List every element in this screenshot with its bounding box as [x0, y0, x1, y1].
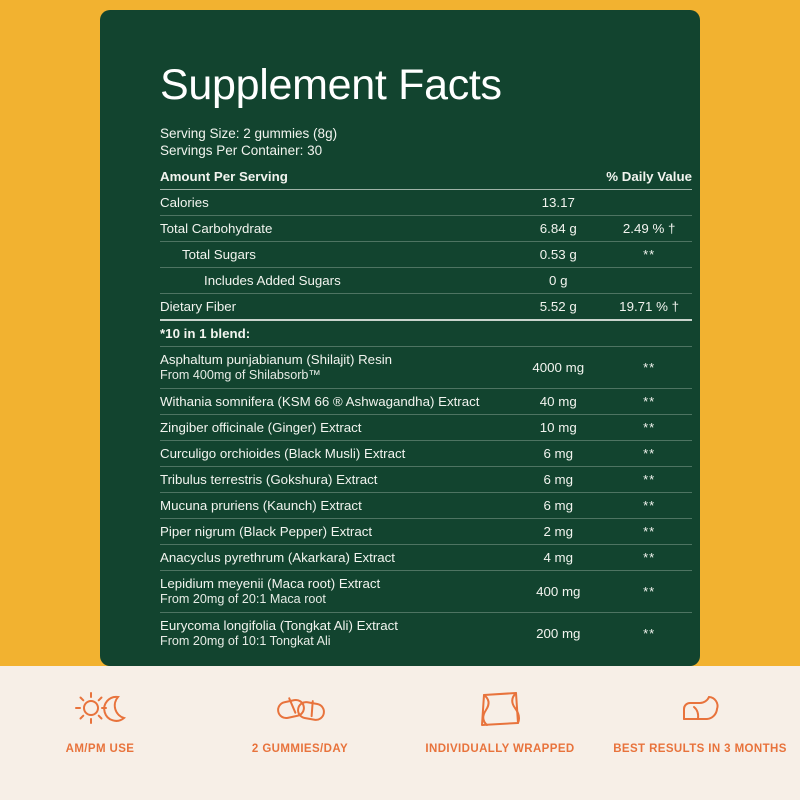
row-name: Withania somnifera (KSM 66 ® Ashwagandha) Extract — [160, 389, 510, 415]
row-amount: 6 mg — [510, 493, 606, 519]
serving-size: Serving Size: 2 gummies (8g) — [160, 126, 338, 141]
table-row — [160, 242, 692, 268]
table-row — [160, 268, 692, 294]
header-amount-spacer — [510, 167, 606, 190]
feature-caption: BEST RESULTS IN 3 MONTHS — [613, 743, 787, 755]
feature-caption: AM/PM USE — [65, 743, 135, 755]
sun-moon-icon — [10, 680, 190, 736]
row-amount: 10 mg — [510, 415, 606, 441]
row-name-main: Eurycoma longifolia (Tongkat Ali) Extract — [160, 618, 398, 633]
servings-per-container: Servings Per Container: 30 — [160, 143, 323, 158]
table-header-row — [160, 167, 692, 190]
nutrition-table-body — [160, 167, 692, 654]
row-amount: 200 mg — [510, 613, 606, 655]
row-daily-value: ** — [606, 613, 692, 655]
row-name: Mucuna pruriens (Kaunch) Extract — [160, 493, 510, 519]
row-daily-value — [606, 268, 692, 294]
row-name: Anacyclus pyrethrum (Akarkara) Extract — [160, 545, 510, 571]
table-row — [160, 190, 692, 216]
row-name — [160, 347, 510, 389]
feature-two-gummies-day — [210, 680, 390, 757]
row-amount: 4000 mg — [510, 347, 606, 389]
row-amount: 2 mg — [510, 519, 606, 545]
feature-strip — [0, 666, 800, 800]
row-name-sub: From 20mg of 20:1 Maca root — [160, 592, 326, 606]
row-name: Calories — [160, 190, 510, 216]
row-name: Includes Added Sugars — [160, 268, 510, 294]
serving-info — [160, 125, 666, 159]
row-daily-value: ** — [606, 571, 692, 613]
row-name-main: Lepidium meyenii (Maca root) Extract — [160, 576, 381, 591]
nutrition-table — [160, 167, 692, 654]
row-amount: 6.84 g — [510, 216, 606, 242]
blend-header: *10 in 1 blend: — [160, 320, 692, 347]
table-row — [160, 467, 692, 493]
row-daily-value: ** — [606, 415, 692, 441]
row-amount: 400 mg — [510, 571, 606, 613]
table-row — [160, 294, 692, 321]
feature-caption: 2 GUMMIES/DAY — [251, 743, 349, 755]
table-row — [160, 216, 692, 242]
row-name: Total Sugars — [160, 242, 510, 268]
row-amount: 6 mg — [510, 441, 606, 467]
row-name: Zingiber officinale (Ginger) Extract — [160, 415, 510, 441]
row-daily-value: ** — [606, 347, 692, 389]
feature-caption: INDIVIDUALLY WRAPPED — [425, 743, 575, 755]
row-amount: 5.52 g — [510, 294, 606, 321]
row-name-sub: From 400mg of Shilabsorb™ — [160, 368, 321, 382]
row-daily-value: ** — [606, 467, 692, 493]
header-daily-value: % Daily Value — [606, 167, 692, 190]
row-name-main: Asphaltum punjabianum (Shilajit) Resin — [160, 352, 393, 367]
row-amount: 4 mg — [510, 545, 606, 571]
row-name: Dietary Fiber — [160, 294, 510, 321]
row-daily-value: ** — [606, 389, 692, 415]
row-amount: 0.53 g — [510, 242, 606, 268]
table-row — [160, 389, 692, 415]
table-row — [160, 415, 692, 441]
two-gummies-icon — [210, 680, 390, 736]
flexed-arm-icon — [610, 680, 790, 736]
row-amount: 40 mg — [510, 389, 606, 415]
blend-header-row — [160, 320, 692, 347]
table-row — [160, 441, 692, 467]
feature-am-pm-use — [10, 680, 190, 757]
row-daily-value: ** — [606, 545, 692, 571]
table-row — [160, 545, 692, 571]
row-amount: 13.17 — [510, 190, 606, 216]
row-name — [160, 613, 510, 655]
row-name-sub: From 20mg of 10:1 Tongkat Ali — [160, 634, 331, 648]
row-daily-value: ** — [606, 441, 692, 467]
page-title: Supplement Facts — [160, 61, 502, 109]
row-daily-value: 2.49 % † — [606, 216, 692, 242]
row-daily-value: ** — [606, 493, 692, 519]
wrapper-icon — [410, 680, 590, 736]
supplement-facts-panel — [100, 10, 700, 666]
row-daily-value: ** — [606, 519, 692, 545]
table-row — [160, 519, 692, 545]
row-daily-value: 19.71 % † — [606, 294, 692, 321]
table-row — [160, 571, 692, 613]
row-name: Total Carbohydrate — [160, 216, 510, 242]
row-daily-value: ** — [606, 242, 692, 268]
row-name: Tribulus terrestris (Gokshura) Extract — [160, 467, 510, 493]
header-amount-per-serving: Amount Per Serving — [160, 167, 510, 190]
table-row — [160, 613, 692, 655]
row-daily-value — [606, 190, 692, 216]
row-amount: 0 g — [510, 268, 606, 294]
row-name — [160, 571, 510, 613]
row-amount: 6 mg — [510, 467, 606, 493]
table-row — [160, 347, 692, 389]
table-row — [160, 493, 692, 519]
row-name: Piper nigrum (Black Pepper) Extract — [160, 519, 510, 545]
row-name: Curculigo orchioides (Black Musli) Extract — [160, 441, 510, 467]
feature-individually-wrapped — [410, 680, 590, 757]
feature-best-results — [610, 680, 790, 757]
